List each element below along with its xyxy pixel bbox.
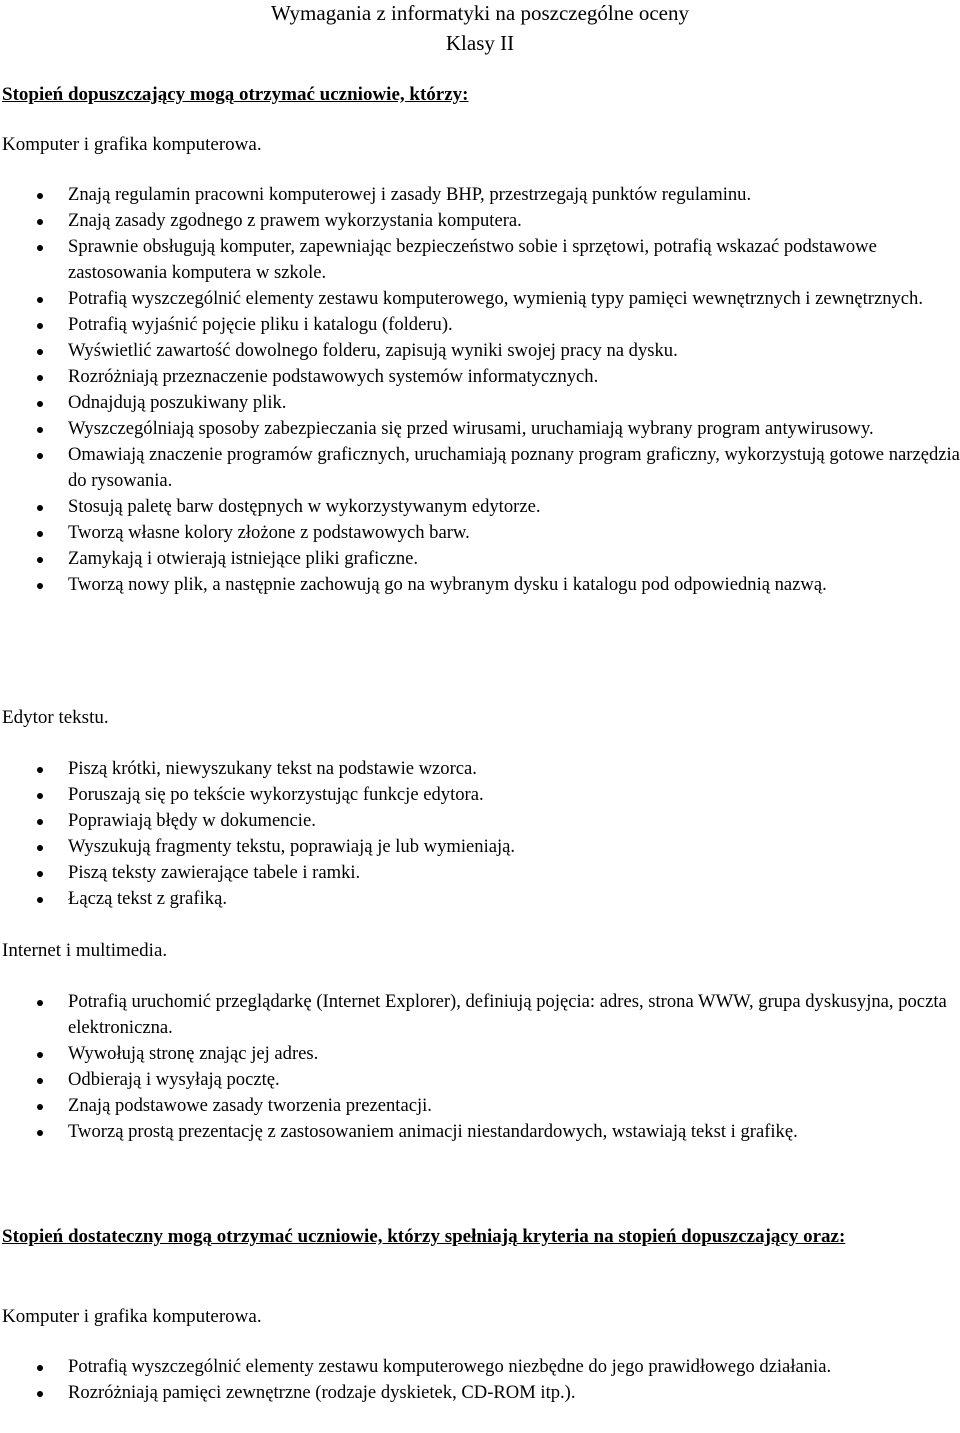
bullet-icon bbox=[37, 767, 43, 773]
bullet-icon bbox=[37, 1391, 43, 1397]
bullet-icon bbox=[37, 219, 43, 225]
bullet-icon bbox=[37, 1000, 43, 1006]
list-edytor-tekstu bbox=[0, 756, 960, 912]
list-item: Tworzą własne kolory złożone z podstawowych barw. bbox=[0, 520, 960, 546]
bullet-icon bbox=[37, 401, 43, 407]
list-item: Potrafią uruchomić przeglądarkę (Internet Explorer), definiują pojęcia: adres, strona WWW, grupa dyskusyjna, poczta elektroniczna. bbox=[0, 989, 960, 1041]
list-item: Wyszukują fragmenty tekstu, poprawiają je lub wymieniają. bbox=[0, 834, 960, 860]
list-item: Potrafią wyjaśnić pojęcie pliku i katalogu (folderu). bbox=[0, 312, 960, 338]
list-item: Znają zasady zgodnego z prawem wykorzystania komputera. bbox=[0, 208, 960, 234]
bullet-icon bbox=[37, 453, 43, 459]
bullet-icon bbox=[37, 871, 43, 877]
list-item: Potrafią wyszczególnić elementy zestawu komputerowego, wymienią typy pamięci wewnętrznych i zewnętrznych. bbox=[0, 286, 960, 312]
bullet-icon bbox=[37, 819, 43, 825]
section-heading-dostateczny: Stopień dostateczny mogą otrzymać uczniowie, którzy spełniają kryteria na stopień dopuszczający oraz: bbox=[2, 1226, 846, 1247]
group-title-komputer-grafika-2: Komputer i grafika komputerowa. bbox=[2, 1306, 262, 1327]
list-item: Łączą tekst z grafiką. bbox=[0, 886, 960, 912]
bullet-icon bbox=[37, 1130, 43, 1136]
bullet-icon bbox=[37, 193, 43, 199]
list-item: Wyświetlić zawartość dowolnego folderu, zapisują wyniki swojej pracy na dysku. bbox=[0, 338, 960, 364]
list-item: Poprawiają błędy w dokumencie. bbox=[0, 808, 960, 834]
list-item: Piszą krótki, niewyszukany tekst na podstawie wzorca. bbox=[0, 756, 960, 782]
list-item: Tworzą nowy plik, a następnie zachowują go na wybranym dysku i katalogu pod odpowiednią nazwą. bbox=[0, 572, 960, 598]
document-title: Wymagania z informatyki na poszczególne oceny bbox=[271, 1, 689, 25]
bullet-icon bbox=[37, 297, 43, 303]
bullet-icon bbox=[37, 1052, 43, 1058]
bullet-icon bbox=[37, 349, 43, 355]
document-subtitle: Klasy II bbox=[445, 31, 515, 55]
list-item: Poruszają się po tekście wykorzystując funkcje edytora. bbox=[0, 782, 960, 808]
list-item: Omawiają znaczenie programów graficznych, uruchamiają poznany program graficzny, wykorzystują gotowe narzędzia do rysowania. bbox=[0, 442, 960, 494]
list-item: Wywołują stronę znając jej adres. bbox=[0, 1041, 960, 1067]
bullet-icon bbox=[37, 531, 43, 537]
bullet-icon bbox=[37, 557, 43, 563]
list-item: Wyszczególniają sposoby zabezpieczania się przed wirusami, uruchamiają wybrany program antywirusowy. bbox=[0, 416, 960, 442]
list-item: Tworzą prostą prezentację z zastosowaniem animacji niestandardowych, wstawiają tekst i grafikę. bbox=[0, 1119, 960, 1145]
list-item: Sprawnie obsługują komputer, zapewniając bezpieczeństwo sobie i sprzętowi, potrafią wskazać podstawowe zastosowania komputera w szkole. bbox=[0, 234, 960, 286]
group-title-edytor-tekstu: Edytor tekstu. bbox=[2, 707, 109, 728]
group-title-komputer-grafika: Komputer i grafika komputerowa. bbox=[2, 134, 262, 155]
bullet-icon bbox=[37, 375, 43, 381]
list-item: Odnajdują poszukiwany plik. bbox=[0, 390, 960, 416]
bullet-icon bbox=[37, 1104, 43, 1110]
bullet-icon bbox=[37, 897, 43, 903]
list-item: Znają podstawowe zasady tworzenia prezentacji. bbox=[0, 1093, 960, 1119]
list-item: Potrafią wyszczególnić elementy zestawu komputerowego niezbędne do jego prawidłowego działania. bbox=[0, 1354, 960, 1380]
bullet-icon bbox=[37, 793, 43, 799]
list-item: Rozróżniają pamięci zewnętrzne (rodzaje dyskietek, CD-ROM itp.). bbox=[0, 1380, 960, 1406]
list-item: Rozróżniają przeznaczenie podstawowych systemów informatycznych. bbox=[0, 364, 960, 390]
bullet-icon bbox=[37, 323, 43, 329]
list-item: Znają regulamin pracowni komputerowej i zasady BHP, przestrzegają punktów regulaminu. bbox=[0, 182, 960, 208]
list-item: Piszą teksty zawierające tabele i ramki. bbox=[0, 860, 960, 886]
group-title-internet-multimedia: Internet i multimedia. bbox=[2, 940, 168, 961]
bullet-icon bbox=[37, 245, 43, 251]
bullet-icon bbox=[37, 583, 43, 589]
bullet-icon bbox=[37, 1078, 43, 1084]
bullet-icon bbox=[37, 505, 43, 511]
section-heading-dopuszczajacy: Stopień dopuszczający mogą otrzymać uczniowie, którzy: bbox=[2, 84, 469, 105]
list-item: Zamykają i otwierają istniejące pliki graficzne. bbox=[0, 546, 960, 572]
bullet-icon bbox=[37, 427, 43, 433]
list-item: Stosują paletę barw dostępnych w wykorzystywanym edytorze. bbox=[0, 494, 960, 520]
bullet-icon bbox=[37, 1365, 43, 1371]
list-internet-multimedia bbox=[0, 989, 960, 1145]
bullet-icon bbox=[37, 845, 43, 851]
list-item: Odbierają i wysyłają pocztę. bbox=[0, 1067, 960, 1093]
list-komputer-grafika-2 bbox=[0, 1354, 960, 1406]
list-komputer-grafika bbox=[0, 182, 960, 598]
